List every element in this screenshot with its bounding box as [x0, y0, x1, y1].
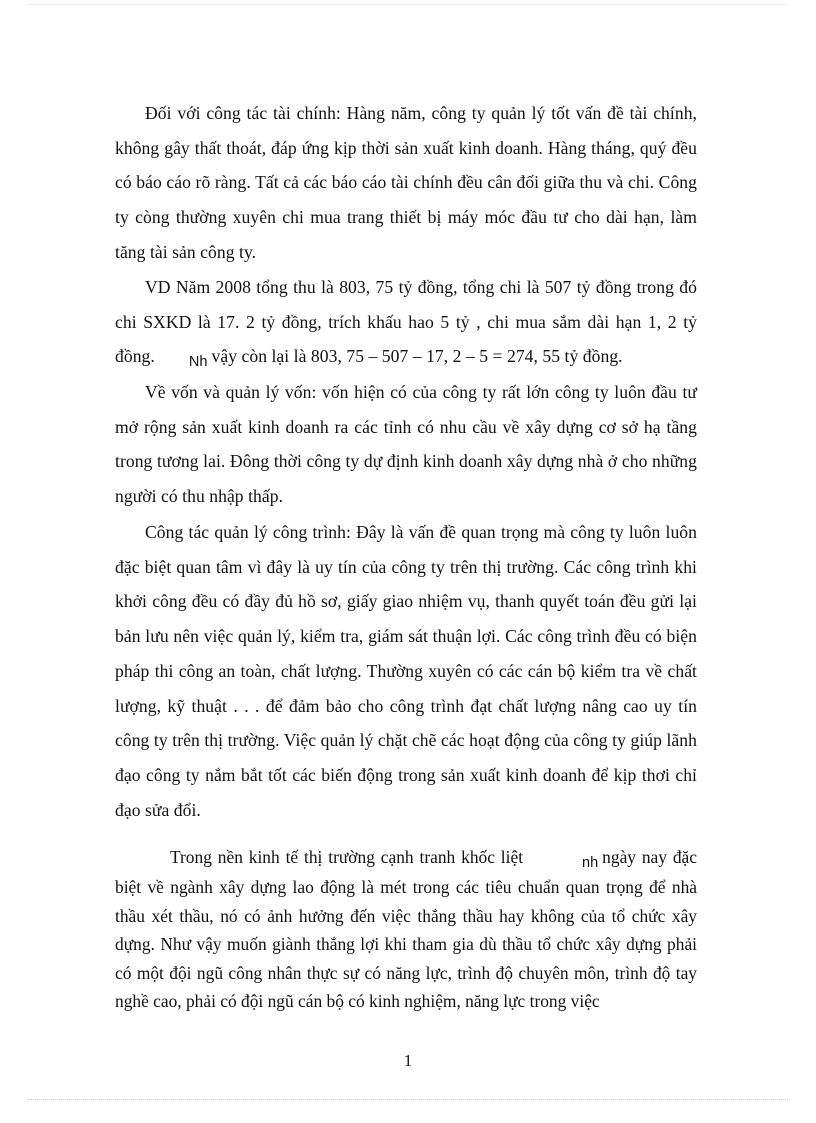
- paragraph-example-2008: [115, 270, 697, 376]
- paragraph-market-competition: [115, 843, 697, 1015]
- paragraph-project-management: [115, 515, 697, 827]
- top-divider: [28, 4, 788, 5]
- abbreviation-marker: Nh: [188, 354, 208, 371]
- paragraph-text: [115, 270, 697, 376]
- bottom-divider: [28, 1099, 788, 1100]
- paragraph-text-after: vậy còn lại là 803, 75 – 507 – 17, 2 – 5 = 274, 55 tỷ đồng.: [211, 346, 623, 367]
- page-number: 1: [403, 1051, 413, 1070]
- paragraph-text-before: VD Năm 2008 tổng thu là 803, 75 tỷ đồng, tổng chi là 507 tỷ đồng trong đó chi SXKD là 17. 2 tỷ đồng, trích khấu hao 5 tỷ , chi mua sắm dài hạn 1, 2 tỷ đồng.: [115, 277, 697, 367]
- paragraph-text: [115, 843, 697, 1015]
- paragraph-text: Về vốn và quản lý vốn: vốn hiện có của công ty rất lớn công ty luôn đầu tư mở rộng sản xuất kinh doanh ra các tỉnh có nhu cầu về xây dựng cơ sở hạ tầng trong tương lai. Đông thời công ty dự định kinh doanh xây dựng nhà ở cho những người có thu nhập thấp.: [115, 382, 697, 507]
- paragraph-capital: [115, 375, 697, 514]
- abbreviation-marker: nh: [582, 855, 599, 871]
- paragraph-finance: [115, 96, 697, 270]
- paragraph-text: Đối với công tác tài chính: Hàng năm, công ty quản lý tốt vấn đề tài chính, không gây thất thoát, đáp ứng kịp thời sản xuất kinh doanh. Hàng tháng, quý đều có báo cáo rõ ràng. Tất cả các báo cáo tài chính đều cân đối giữa thu và chi. Công ty còng thường xuyên chi mua trang thiết bị máy móc đầu tư cho dài hạn, làm tăng tài sản công ty.: [115, 103, 697, 262]
- paragraph-text-before: Trong nền kinh tế thị trường cạnh tranh khốc liệt: [170, 847, 524, 867]
- paragraph-text: Công tác quản lý công trình: Đây là vấn đề quan trọng mà công ty luôn luôn đặc biệt quan tâm vì đây là uy tín của công ty trên thị trường. Các công trình khi khởi công đều có đầy đủ hồ sơ, giấy giao nhiệm vụ, thanh quyết toán đều gửi lại bản lưu nên việc quản lý, kiểm tra, giám sát thuận lợi. Các công trình đều có biện pháp thi công an toàn, chất lượng. Thường xuyên có các cán bộ kiểm tra về chất lượng, kỹ thuật . . . để đảm bảo cho công trình đạt chất lượng nâng cao uy tín công ty trên thị trường. Việc quản lý chặt chẽ các hoạt động của công ty giúp lãnh đạo công ty nắm bắt tốt các biến động trong sản xuất kinh doanh để kịp thơi chỉ đạo sửa đổi.: [115, 522, 697, 820]
- paragraph-text-after: ngày nay đặc biệt về ngành xây dựng lao động là mét trong các tiêu chuẩn quan trọng để nhà thầu xét thầu, nó có ảnh hưởng đến việc thắng thầu hay không của tổ chức xây dựng. Như vậy muốn giành thắng lợi khi tham gia dù thầu tổ chức xây dựng phải có một đội ngũ công nhân thực sự có năng lực, trình độ chuyên môn, trình độ tay nghề cao, phải có đội ngũ cán bộ có kinh nghiệm, năng lực trong việc: [115, 847, 697, 1012]
